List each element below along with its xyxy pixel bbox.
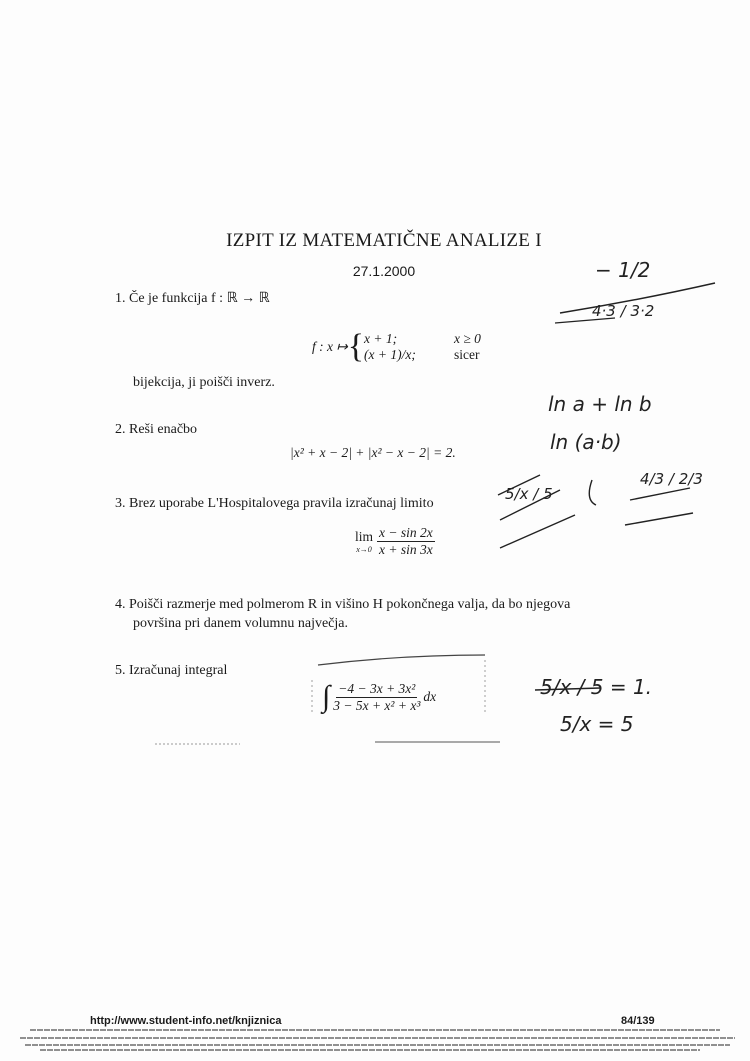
handwritten-note: 4/3 / 2/3: [640, 470, 703, 488]
exam-date: 27.1.2000: [352, 263, 416, 279]
problem-text: Izračunaj integral: [129, 663, 228, 678]
lim-subscript: x→0: [356, 545, 372, 554]
problem-number: 4.: [115, 597, 126, 612]
problem-text: Če je funkcija f : ℝ → ℝ: [129, 291, 270, 306]
problem-1-continuation: bijekcija, ji poišči inverz.: [133, 375, 275, 390]
handwritten-note: 5/x = 5: [560, 712, 634, 736]
problem-number: 2.: [115, 422, 126, 437]
problem-4-continuation: površina pri danem volumnu največja.: [133, 616, 348, 631]
footer-url: http://www.student-info.net/knjiznica: [90, 1015, 282, 1027]
handwritten-note: 4·3 / 3·2: [592, 302, 655, 320]
handwritten-note: 5/x / 5: [505, 485, 553, 503]
handwritten-note: ln a + ln b: [548, 392, 652, 416]
case-1-expr: x + 1;: [364, 331, 398, 346]
problem-text: Reši enačbo: [129, 422, 198, 437]
problem-number: 1.: [115, 291, 126, 306]
problem-text: Brez uporabe L'Hospitalovega pravila izračunaj limito: [129, 496, 434, 511]
exam-title: IZPIT IZ MATEMATIČNE ANALIZE I: [226, 230, 542, 251]
page-number: 84/139: [621, 1015, 655, 1027]
lim-label: lim: [355, 529, 374, 544]
case-2-cond: sicer: [454, 347, 480, 362]
brace: {: [347, 328, 365, 365]
dx: dx: [423, 689, 437, 704]
numerator: −4 − 3x + 3x²: [338, 680, 416, 696]
formula-lhs: f : x ↦: [312, 339, 348, 354]
case-2-expr: (x + 1)/x;: [364, 347, 416, 362]
problem-text: Poišči razmerje med polmerom R in višino H pokončnega valja, da bo njegova: [129, 597, 571, 612]
handwritten-note: 5/x / 5 = 1.: [540, 675, 653, 699]
handwritten-note: − 1/2: [595, 258, 651, 282]
integral-sign: ∫: [322, 680, 331, 713]
case-1-cond: x ≥ 0: [454, 331, 481, 346]
numerator: x − sin 2x: [379, 525, 433, 540]
denominator: x + sin 3x: [379, 542, 433, 557]
equation: |x² + x − 2| + |x² − x − 2| = 2.: [290, 445, 456, 460]
denominator: 3 − 5x + x² + x³: [333, 697, 421, 713]
handwritten-note: ln (a·b): [550, 430, 622, 454]
problem-number: 5.: [115, 663, 126, 678]
problem-number: 3.: [115, 496, 126, 511]
